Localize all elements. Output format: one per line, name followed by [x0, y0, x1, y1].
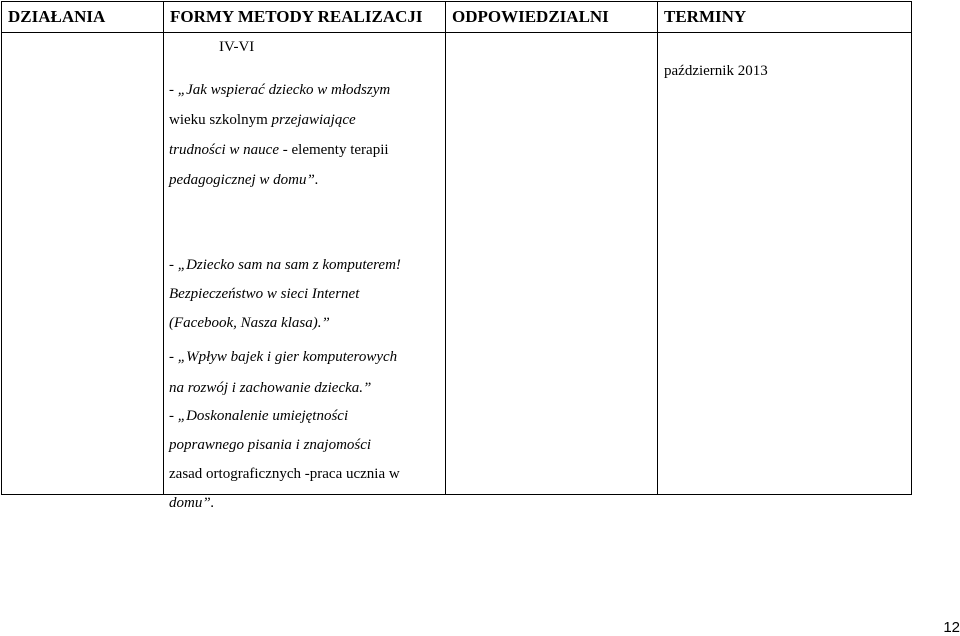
entry-line: poprawnego pisania i znajomości — [169, 437, 372, 453]
entry-line: - „Wpływ bajek i gier komputerowych — [169, 349, 398, 365]
entry-line: - „Doskonalenie umiejętności — [169, 408, 349, 424]
entry-internet-safety — [169, 251, 401, 338]
plan-table — [1, 1, 912, 511]
grade-range: IV-VI — [219, 39, 255, 55]
header-forms: FORMY METODY REALIZACJI — [164, 2, 446, 33]
page-number: 12 — [943, 619, 960, 636]
header-responsible: ODPOWIEDZIALNI — [446, 2, 658, 33]
entry-line: pedagogicznej w domu”. — [169, 172, 319, 188]
entry-line: na rozwój i zachowanie dziecka.” — [169, 380, 372, 396]
header-actions: DZIAŁANIA — [2, 2, 164, 33]
term-date: październik 2013 — [664, 63, 768, 79]
entry-spelling — [169, 402, 400, 518]
entry-line: trudności w nauce - elementy terapii — [169, 142, 389, 158]
entry-line: wieku szkolnym przejawiające — [169, 112, 356, 128]
header-terms: TERMINY — [658, 2, 912, 33]
actions-cell — [2, 33, 164, 495]
entry-line: (Facebook, Nasza klasa).” — [169, 315, 330, 331]
entry-line: - „Dziecko sam na sam z komputerem! — [169, 257, 401, 273]
entry-line: Bezpieczeństwo w sieci Internet — [169, 286, 360, 302]
responsible-cell — [446, 33, 658, 495]
entry-games-influence — [169, 342, 397, 404]
content-row — [2, 33, 912, 495]
entry-parent-support — [169, 75, 390, 195]
entry-line: zasad ortograficznych -praca ucznia w — [169, 466, 400, 482]
entry-line: - „Jak wspierać dziecko w młodszym — [169, 82, 391, 98]
terms-cell — [658, 33, 912, 495]
header-row — [2, 2, 912, 33]
entry-line: domu”. — [169, 495, 215, 511]
forms-cell — [164, 33, 446, 511]
